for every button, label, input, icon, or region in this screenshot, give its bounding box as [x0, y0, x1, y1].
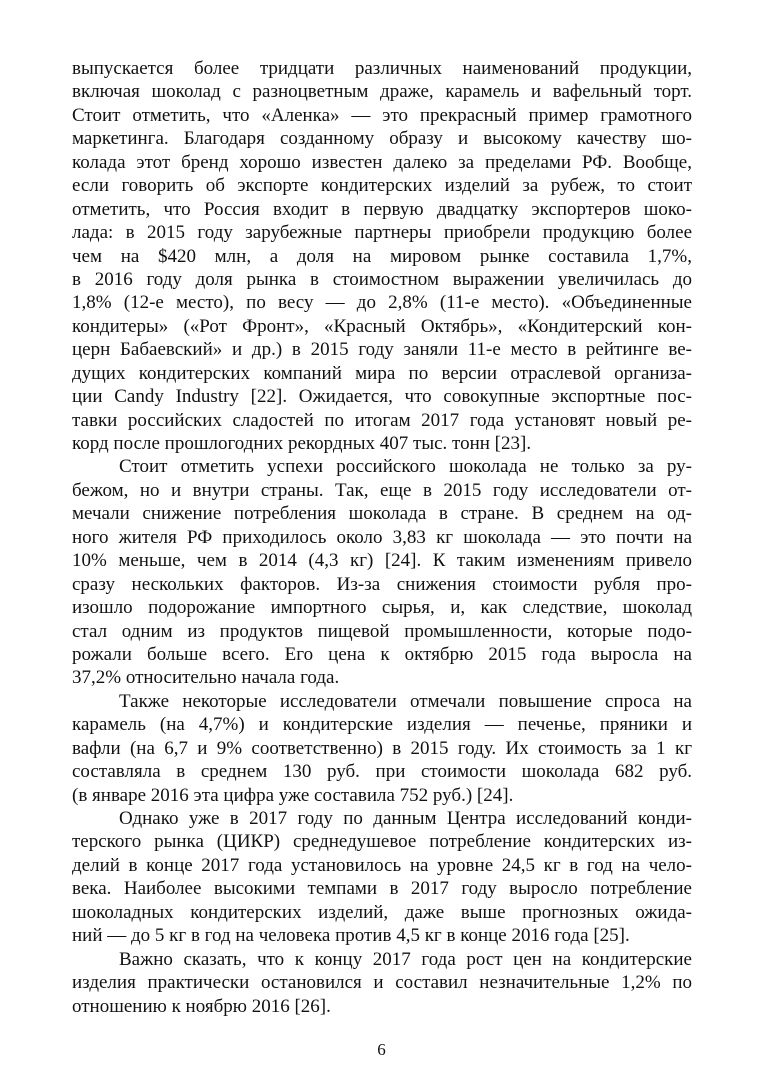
paragraph — [72, 455, 692, 689]
text-line: стал одним из продуктов пищевой промышленности, которые подо- — [72, 620, 692, 642]
document-body — [72, 57, 692, 1018]
paragraph — [72, 807, 692, 948]
text-line: ного жителя РФ приходилось около 3,83 кг шоколада — это почти на — [72, 526, 692, 548]
text-line: Важно сказать, что к концу 2017 года рост цен на кондитерские — [119, 948, 692, 970]
text-line: лада: в 2015 году зарубежные партнеры приобрели продукцию более — [72, 222, 692, 244]
paragraph — [72, 948, 692, 1018]
text-line: шоколадных кондитерских изделий, даже выше прогнозных ожида- — [72, 901, 692, 923]
text-line: рожали больше всего. Его цена к октябрю 2015 года выросла на — [72, 643, 692, 665]
text-line: сразу нескольких факторов. Из-за снижения стоимости рубля про- — [72, 573, 692, 595]
text-line: Стоит отметить, что «Аленка» — это прекрасный пример грамотного — [72, 104, 692, 126]
text-line: Также некоторые исследователи отмечали повышение спроса на — [119, 690, 692, 712]
text-line: ции Candy Industry [22]. Ожидается, что совокупные экспортные пос- — [72, 386, 692, 408]
text-line: в 2016 году доля рынка в стоимостном выражении увеличилась до — [72, 268, 692, 290]
text-line: маркетинга. Благодаря созданному образу и высокому качеству шо- — [72, 128, 692, 150]
text-line: 10% меньше, чем в 2014 (4,3 кг) [24]. К таким изменениям привело — [72, 550, 692, 572]
paragraph — [72, 57, 692, 455]
text-line: колада этот бренд хорошо известен далеко за пределами РФ. Вообще, — [72, 151, 692, 173]
text-line: делий в конце 2017 года установилось на уровне 24,5 кг в год на чело- — [72, 854, 692, 876]
text-line: изошло подорожание импортного сырья, и, как следствие, шоколад — [72, 597, 692, 619]
text-line: корд после прошлогодних рекордных 407 тыс. тонн [23]. — [72, 433, 532, 454]
text-line: отношению к ноябрю 2016 [26]. — [72, 995, 331, 1017]
text-line: мечали снижение потребления шоколада в стране. В среднем на од- — [72, 503, 692, 525]
text-line: изделия практически остановился и составил незначительные 1,2% по — [72, 972, 692, 994]
text-line: 37,2% относительно начала года. — [72, 667, 340, 689]
text-line: дущих кондитерских компаний мира по версии отраслевой организа- — [72, 362, 692, 384]
text-line: если говорить об экспорте кондитерских изделий за рубеж, то стоит — [72, 175, 692, 197]
text-line: тавки российских сладостей по итогам 2017 года установят новый ре- — [72, 409, 692, 431]
paragraph — [72, 690, 692, 807]
text-line: выпускается более тридцати различных наименований продукции, — [72, 58, 692, 79]
text-line: 1,8% (12-е место), по весу — до 2,8% (11-е место). «Объединенные — [72, 292, 692, 314]
text-line: бежом, но и внутри страны. Так, еще в 2015 году исследователи от- — [72, 479, 692, 501]
text-line: терского рынка (ЦИКР) среднедушевое потребление кондитерских из- — [72, 831, 692, 853]
text-line: Однако уже в 2017 году по данным Центра исследований конди- — [119, 808, 692, 829]
text-line: вафли (на 6,7 и 9% соответственно) в 2015 году. Их стоимость за 1 кг — [72, 737, 692, 759]
text-line: кондитеры» («Рот Фронт», «Красный Октябрь», «Кондитерский кон- — [72, 315, 692, 337]
text-line: Стоит отметить успехи российского шоколада не только за ру- — [119, 456, 692, 478]
page-number: 6 — [377, 1040, 386, 1059]
text-line: ний — до 5 кг в год на человека против 4,5 кг в конце 2016 года [25]. — [72, 925, 630, 947]
text-line: чем на $420 млн, а доля на мировом рынке составила 1,7%, — [72, 245, 692, 267]
text-line: (в январе 2016 эта цифра уже составила 752 руб.) [24]. — [72, 784, 514, 806]
text-line: составляла в среднем 130 руб. при стоимости шоколада 682 руб. — [72, 761, 692, 783]
text-line: карамель (на 4,7%) и кондитерские изделия — печенье, пряники и — [72, 714, 692, 736]
text-line: церн Бабаевский» и др.) в 2015 году заняли 11-е место в рейтинге ве- — [72, 339, 692, 361]
text-line: включая шоколад с разноцветным драже, карамель и вафельный торт. — [72, 81, 692, 103]
text-line: отметить, что Россия входит в первую двадцатку экспортеров шоко- — [72, 198, 692, 220]
text-line: века. Наиболее высокими темпами в 2017 году выросло потребление — [72, 878, 692, 900]
